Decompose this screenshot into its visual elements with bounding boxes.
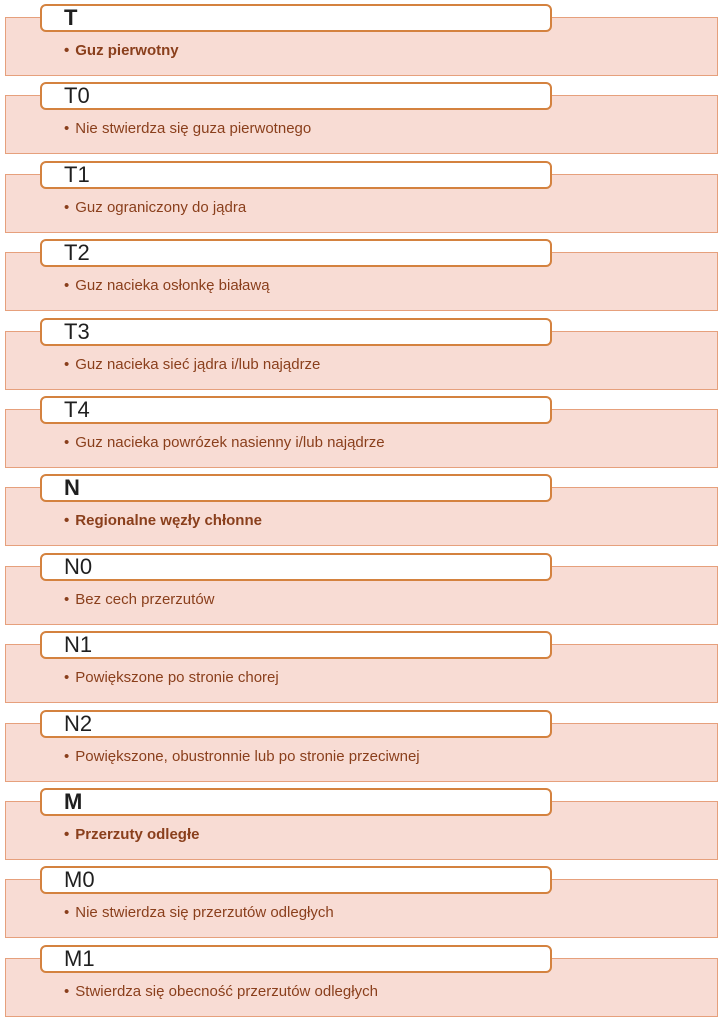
list-item xyxy=(0,470,724,548)
description-text: Guz nacieka powrózek nasienny i/lub najądrze xyxy=(75,434,385,451)
bullet-item xyxy=(64,748,420,766)
stage-code-label: T3 xyxy=(40,318,552,346)
description-text: Nie stwierdza się przerzutów odległych xyxy=(75,904,334,921)
bullet-dot: • xyxy=(64,983,70,1000)
description-text: Stwierdza się obecność przerzutów odległych xyxy=(75,983,378,1000)
bullet-dot: • xyxy=(64,748,70,765)
description-text: Guz nacieka sieć jądra i/lub najądrze xyxy=(75,356,321,373)
stage-code-label: T0 xyxy=(40,82,552,110)
description-text: Bez cech przerzutów xyxy=(75,591,215,608)
bullet-dot: • xyxy=(64,826,70,843)
category-code-label: N xyxy=(40,474,552,502)
bullet-dot: • xyxy=(64,277,70,294)
bullet-item xyxy=(64,42,179,60)
list-item xyxy=(0,941,724,1019)
bullet-item xyxy=(64,983,378,1001)
stage-code-label: N0 xyxy=(40,553,552,581)
bullet-item xyxy=(64,591,215,609)
bullet-item xyxy=(64,904,334,922)
list-item xyxy=(0,706,724,784)
stage-code-label: N1 xyxy=(40,631,552,659)
stage-code-label: N2 xyxy=(40,710,552,738)
bullet-item xyxy=(64,512,262,530)
bullet-dot: • xyxy=(64,356,70,373)
bullet-dot: • xyxy=(64,669,70,686)
bullet-item xyxy=(64,826,199,844)
description-text: Guz nacieka osłonkę białawą xyxy=(75,277,270,294)
description-text: Powiększone po stronie chorej xyxy=(75,669,279,686)
bullet-dot: • xyxy=(64,512,70,529)
category-code-label: T xyxy=(40,4,552,32)
stage-code-label: T1 xyxy=(40,161,552,189)
bullet-item xyxy=(64,356,320,374)
description-text: Regionalne węzły chłonne xyxy=(75,512,262,529)
bullet-item xyxy=(64,434,385,452)
list-item xyxy=(0,314,724,392)
description-text: Przerzuty odległe xyxy=(75,826,200,843)
bullet-dot: • xyxy=(64,42,70,59)
list-item xyxy=(0,235,724,313)
list-item xyxy=(0,392,724,470)
stage-code-label: T2 xyxy=(40,239,552,267)
bullet-item xyxy=(64,120,311,138)
bullet-item xyxy=(64,277,270,295)
bullet-item xyxy=(64,669,279,687)
stage-code-label: T4 xyxy=(40,396,552,424)
description-text: Powiększone, obustronnie lub po stronie przeciwnej xyxy=(75,748,420,765)
list-item xyxy=(0,627,724,705)
bullet-dot: • xyxy=(64,199,70,216)
stage-code-label: M0 xyxy=(40,866,552,894)
list-item xyxy=(0,549,724,627)
list-item xyxy=(0,0,724,78)
list-item xyxy=(0,784,724,862)
bullet-dot: • xyxy=(64,591,70,608)
bullet-dot: • xyxy=(64,434,70,451)
description-text: Guz pierwotny xyxy=(75,42,179,59)
bullet-dot: • xyxy=(64,904,70,921)
bullet-dot: • xyxy=(64,120,70,137)
list-item xyxy=(0,157,724,235)
description-text: Nie stwierdza się guza pierwotnego xyxy=(75,120,312,137)
stage-code-label: M1 xyxy=(40,945,552,973)
category-code-label: M xyxy=(40,788,552,816)
list-item xyxy=(0,862,724,940)
bullet-item xyxy=(64,199,246,217)
list-item xyxy=(0,78,724,156)
description-text: Guz ograniczony do jądra xyxy=(75,199,247,216)
